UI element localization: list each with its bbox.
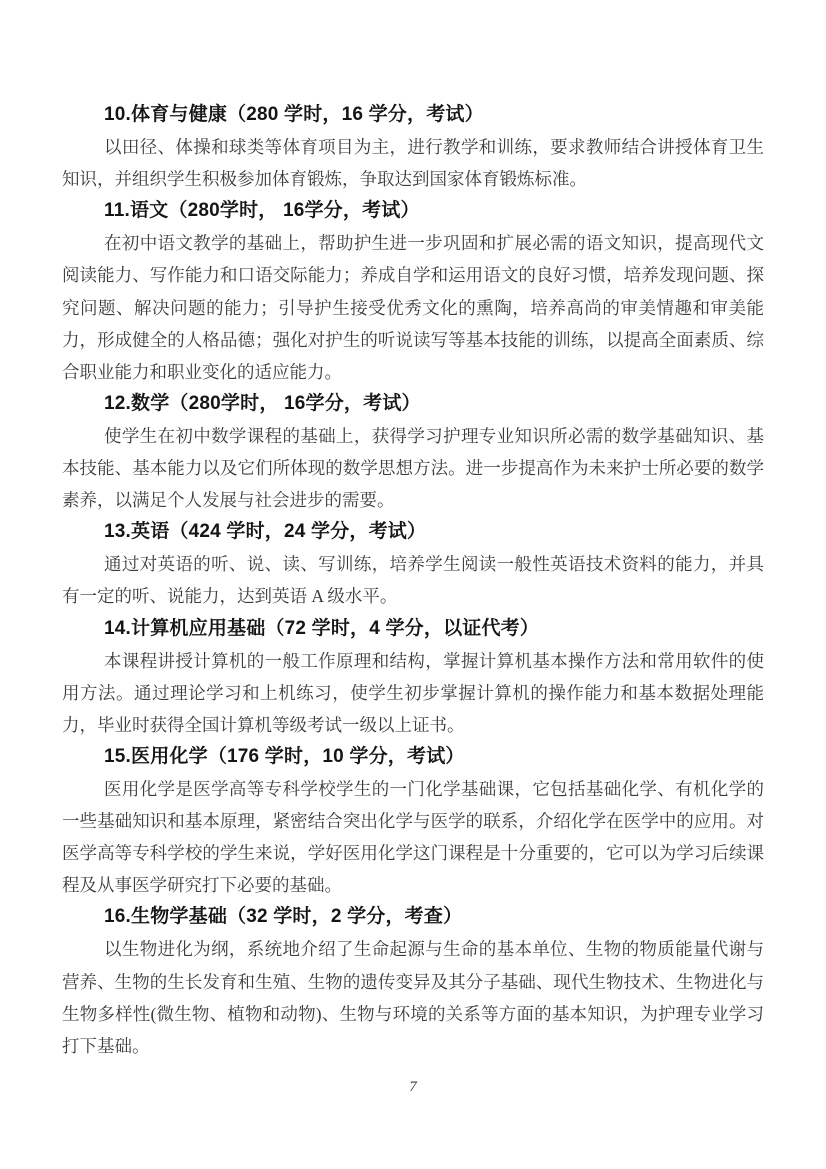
section-heading: 10.体育与健康（280 学时，16 学分，考试） bbox=[104, 104, 484, 125]
section-heading: 14.计算机应用基础（72 学时，4 学分，以证代考） bbox=[104, 617, 540, 639]
section-body: 本课程讲授计算机的一般工作原理和结构，掌握计算机基本操作方法和常用软件的使用方法。通过理论学习和上机练习，使学生初步掌握计算机的操作能力和基本数据处理能力，毕业时获得全国计算机等级考试一级以上证书。 bbox=[62, 650, 764, 735]
section-body: 使学生在初中数学课程的基础上，获得学习护理专业知识所必需的数学基础知识、基本技能、基本能力以及它们所体现的数学思想方法。进一步提高作为未来护士所必要的数学素养，以满足个人发展与社会进步的需要。 bbox=[62, 425, 764, 511]
page-number: 7 bbox=[409, 1079, 417, 1095]
course-section-16 bbox=[62, 901, 764, 1061]
section-heading: 16.生物学基础（32 学时，2 学分，考查） bbox=[104, 906, 463, 928]
section-heading: 11.语文（280学时， 16学分，考试） bbox=[104, 200, 420, 222]
course-section-10 bbox=[62, 99, 764, 195]
course-section-14 bbox=[62, 613, 764, 741]
course-section-13 bbox=[62, 516, 764, 612]
course-section-11 bbox=[62, 195, 764, 388]
section-body: 医用化学是医学高等专科学校学生的一门化学基础课，它包括基础化学、有机化学的一些基础知识和基本原理，紧密结合突出化学与医学的联系，介绍化学在医学中的应用。对医学高等专科学校的学生来说，学好医用化学这门课程是十分重要的，它可以为学习后续课程及从事医学研究打下必要的基础。 bbox=[62, 778, 764, 896]
course-section-15 bbox=[62, 741, 764, 901]
section-body: 以田径、体操和球类等体育项目为主，进行教学和训练，要求教师结合讲授体育卫生知识，并组织学生积极参加体育锻炼，争取达到国家体育锻炼标准。 bbox=[62, 137, 764, 190]
section-body: 通过对英语的听、说、读、写训练，培养学生阅读一般性英语技术资料的能力，并具有一定的听、说能力，达到英语 A 级水平。 bbox=[62, 554, 764, 607]
section-heading: 12.数学（280学时， 16学分，考试） bbox=[104, 392, 421, 414]
course-section-12 bbox=[62, 388, 764, 516]
page-footer bbox=[0, 1078, 826, 1096]
section-body: 以生物进化为纲，系统地介绍了生命起源与生命的基本单位、生物的物质能量代谢与营养、生物的生长发育和生殖、生物的遗传变异及其分子基础、现代生物技术、生物进化与生物多样性(微生物、植物和动物)、生物与环境的关系等方面的基本知识，为护理专业学习打下基础。 bbox=[62, 939, 764, 1056]
section-heading: 15.医用化学（176 学时，10 学分，考试） bbox=[104, 745, 465, 767]
document-content bbox=[62, 99, 764, 1062]
section-body: 在初中语文教学的基础上，帮助护生进一步巩固和扩展必需的语文知识，提高现代文阅读能力、写作能力和口语交际能力；养成自学和运用语文的良好习惯，培养发现问题、探究问题、解决问题的能力；引导护生接受优秀文化的熏陶，培养高尚的审美情趣和审美能力，形成健全的人格品德；强化对护生的听说读写等基本技能的训练，以提高全面素质、综合职业能力和职业变化的适应能力。 bbox=[62, 233, 764, 382]
section-heading: 13.英语（424 学时，24 学分，考试） bbox=[104, 521, 427, 543]
